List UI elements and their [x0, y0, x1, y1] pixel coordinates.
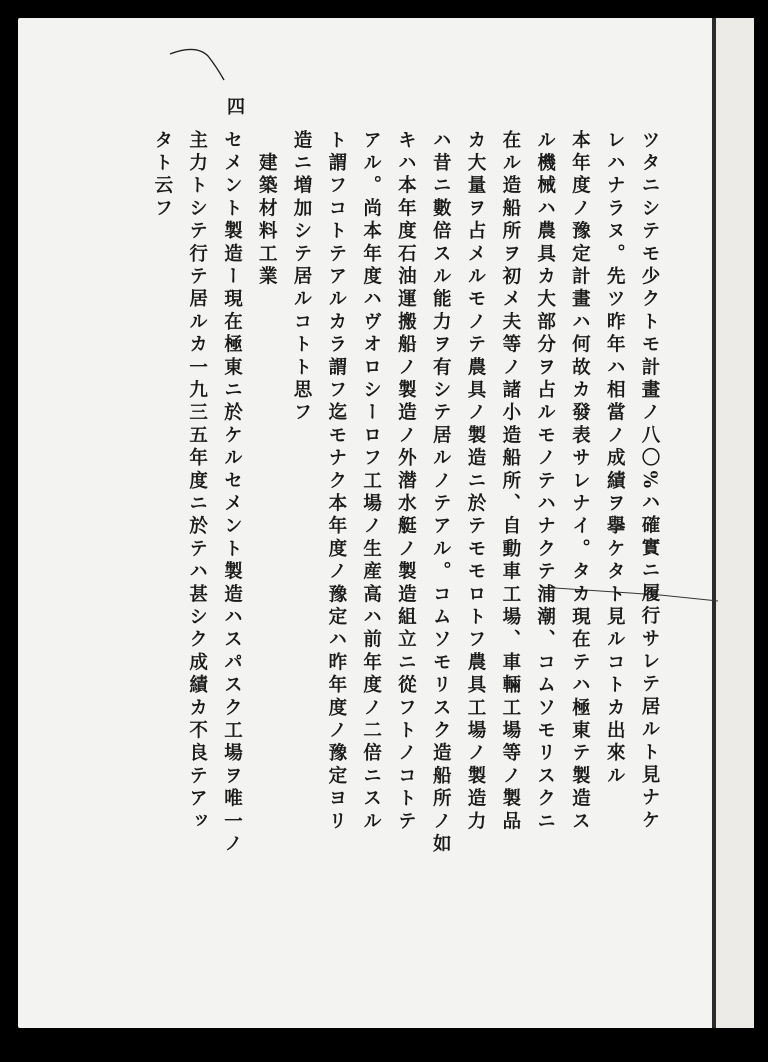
- text-column: ル機械ハ農具カ大部分ヲ占ルモノテハナクテ浦潮、コムソモリスクニ: [534, 130, 556, 834]
- page-margin-strip: [716, 18, 754, 1028]
- text-column: 在ル造船所ヲ初メ夫等ノ諸小造船所、自動車工場、車輛工場等ノ製品: [499, 130, 521, 834]
- text-column: キハ本年度石油運搬船ノ製造ノ外潜水艇ノ製造組立ニ從フトノコトテ: [395, 130, 417, 834]
- text-column: タト云フ: [151, 130, 173, 221]
- text-column: セメント製造ー現在極東ニ於ケルセメント製造ハスパスク工場ヲ唯一ノ: [221, 130, 243, 857]
- text-column: 本年度ノ豫定計畫ハ何故カ發表サレナイ。タカ現在テハ極東テ製造ス: [569, 130, 591, 834]
- text-column: レハナラヌ。先ツ昨年ハ相當ノ成績ヲ擧ケタト見ルコトカ出來ル: [604, 130, 626, 789]
- text-column: カ大量ヲ占メルモノテ農具ノ製造ニ於テモモロトフ農具工場ノ製造力: [465, 130, 487, 834]
- text-column: アル。尚本年度ハヴオロシーロフ工場ノ生産高ハ前年度ノ二倍ニスル: [360, 130, 382, 834]
- text-column: ツタニシテモ少クトモ計畫ノ八〇%ハ確實ニ履行サレテ居ルト見ナケ: [639, 130, 660, 833]
- pen-stroke-mark: [168, 46, 228, 86]
- section-heading: 建築材料工業: [256, 130, 278, 289]
- text-column: 主力トシテ行テ居ルカ一九三五年度ニ於テハ甚シク成績カ不良テアッ: [186, 130, 208, 834]
- section-number: 四: [224, 97, 245, 115]
- text-column: ト謂フコトテアルカラ謂フ迄モナク本年度ノ豫定ハ昨年度ノ豫定ヨリ: [325, 130, 347, 834]
- text-column: 造ニ増加シテ居ルコトト思フ: [291, 130, 313, 426]
- vertical-text-body: [144, 130, 666, 930]
- text-column: ハ昔ニ數倍スル能力ヲ有シテ居ルノテアル。コムソモリスク造船所ノ如: [430, 130, 452, 857]
